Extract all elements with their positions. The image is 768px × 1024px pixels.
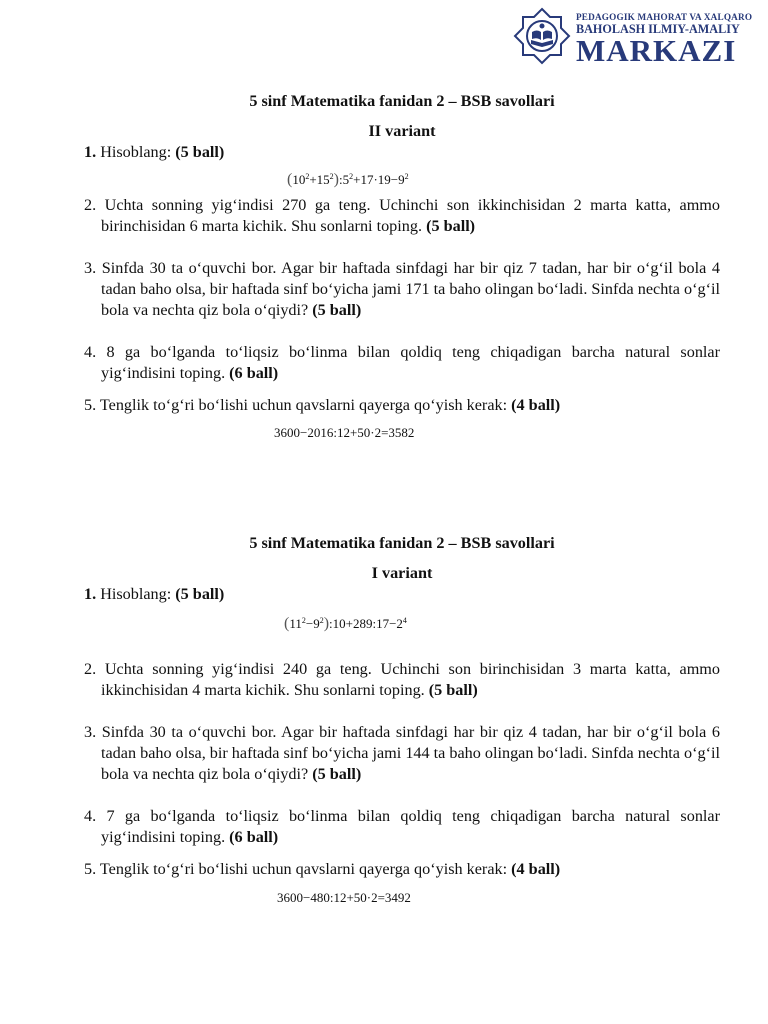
question-4: 4. 8 ga bo‘lganda to‘liqsiz bo‘linma bilan qoldiq teng chiqadigan barcha natural sonlar yig‘indisini toping. (6 ball) — [84, 343, 720, 382]
section-title: 5 sinf Matematika fanidan 2 – BSB savollari — [249, 534, 555, 552]
question-2: 2. Uchta sonning yig‘indisi 240 ga teng. Uchinchi son birinchisidan 3 marta katta, ammo ikkinchisidan 4 marta kichik. Shu sonlarni toping. (5 ball) — [84, 660, 720, 699]
variant-section — [84, 90, 720, 443]
organization-name — [576, 12, 753, 68]
question-points: (5 ball) — [426, 217, 476, 235]
question-3: 3. Sinfda 30 ta o‘quvchi bor. Agar bir haftada sinfdagi har bir qiz 4 tadan, har bir o‘g‘il bola 6 tadan baho olsa, bir haftada sinf bo‘yicha jami 144 ta baho olingan bo‘ladi. Sinfda nechta o‘g‘il bola va nechta qiz bola o‘qiydi? (5 ball) — [84, 723, 720, 783]
question-5: 5. Tenglik to‘g‘ri bo‘lishi uchun qavslarni qayerga qo‘yish kerak: (4 ball) — [84, 860, 561, 878]
formula-expression: $(10^2+15^2):5^2+17\cdot 19-9^2$ — [287, 171, 409, 188]
question-4: 4. 7 ga bo‘lganda to‘liqsiz bo‘linma bilan qoldiq teng chiqadigan barcha natural sonlar yig‘indisini toping. (6 ball) — [84, 807, 720, 846]
question-3: 3. Sinfda 30 ta o‘quvchi bor. Agar bir haftada sinfdagi har bir qiz 7 tadan, har bir o‘g‘il bola 4 tadan baho olsa, bir haftada sinf bo‘yicha jami 171 ta baho olingan bo‘ladi. Sinfda nechta o‘g‘il bola va nechta qiz bola o‘qiydi? (5 ball) — [84, 259, 720, 319]
question-2: 2. Uchta sonning yig‘indisi 270 ga teng. Uchinchi son ikkinchisidan 2 marta katta, ammo birinchisidan 6 marta kichik. Shu sonlarni toping. (5 ball) — [84, 196, 720, 235]
question-number: 1. — [84, 143, 97, 161]
section-title: 5 sinf Matematika fanidan 2 – BSB savollari — [249, 92, 555, 110]
question-points: (5 ball) — [428, 681, 478, 699]
variant-name: I variant — [371, 564, 433, 582]
variant-section — [84, 532, 720, 908]
question-points: (5 ball) — [175, 585, 225, 603]
logo-line-1: PEDAGOGIK MAHORAT VA XALQARO — [576, 12, 753, 22]
organization-logo — [512, 6, 753, 68]
question-points: (5 ball) — [312, 301, 362, 319]
question-points: (6 ball) — [229, 364, 279, 382]
question-points: (5 ball) — [175, 143, 225, 161]
logo-line-2: BAHOLASH ILMIY-AMALIY — [576, 22, 740, 36]
question-number: 1. — [84, 585, 97, 603]
question-points: (4 ball) — [511, 396, 561, 414]
variant-name: II variant — [368, 122, 436, 140]
equation-expression: 3600−480:12+50·2=3492 — [277, 890, 411, 905]
question-points: (5 ball) — [312, 765, 362, 783]
emblem-icon — [512, 6, 572, 66]
logo-line-3: MARKAZI — [576, 33, 737, 68]
question-5: 5. Tenglik to‘g‘ri bo‘lishi uchun qavslarni qayerga qo‘yish kerak: (4 ball) — [84, 396, 561, 414]
question-points: (4 ball) — [511, 860, 561, 878]
question-text: Hisoblang: — [100, 143, 176, 161]
equation-expression: 3600−2016:12+50·2=3582 — [274, 425, 415, 440]
question-points: (6 ball) — [229, 828, 279, 846]
formula-expression: $(11^2-9^2):10+289:17-2^4$ — [284, 615, 407, 632]
question-1 — [84, 142, 720, 163]
question-text: Hisoblang: — [100, 585, 176, 603]
question-1 — [84, 584, 720, 605]
